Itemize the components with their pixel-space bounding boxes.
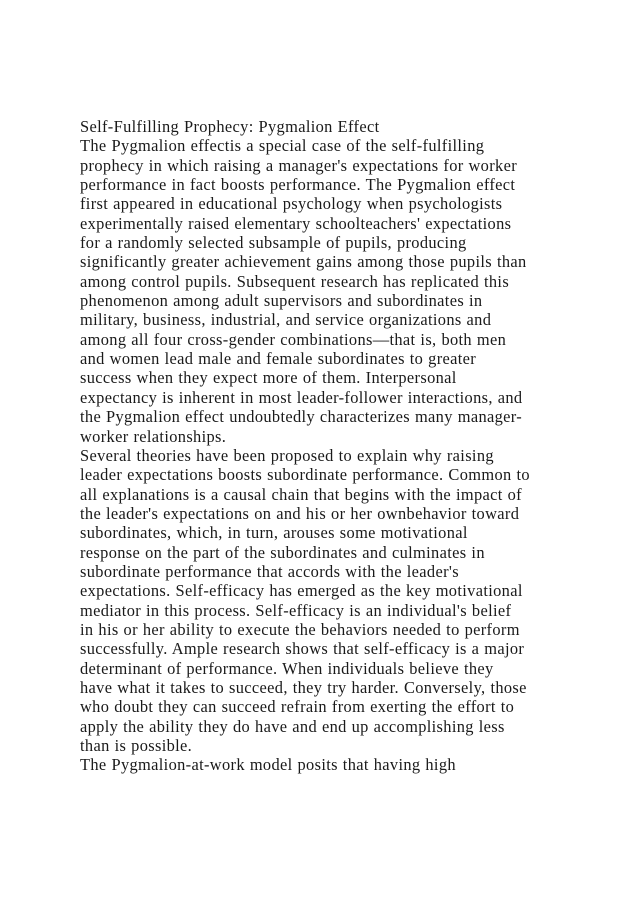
document-title: Self-Fulfilling Prophecy: Pygmalion Effect [80,117,380,136]
text-line: leader expectations boosts subordinate performance. Common to [80,465,530,485]
text-line: first appeared in educational psychology when psychologists [80,194,503,214]
text-line: Several theories have been proposed to explain why raising [80,445,494,465]
text-line: for a randomly selected subsample of pupils, producing [80,233,467,253]
text-line: military, business, industrial, and service organizations and [80,310,492,330]
text-line: apply the ability they do have and end up accomplishing less [80,716,505,736]
text-line: worker relationships. [80,426,227,446]
text-line: determinant of performance. When individuals believe they [80,658,494,678]
text-line: expectations. Self-efficacy has emerged as the key motivational [80,581,523,601]
text-line: in his or her ability to execute the behaviors needed to perform [80,619,520,639]
document-body [80,117,560,775]
text-line: among control pupils. Subsequent research has replicated this [80,271,510,291]
text-line: expectancy is inherent in most leader-follower interactions, and [80,387,523,407]
text-line: prophecy in which raising a manager's expectations for worker [80,155,518,175]
text-line: than is possible. [80,736,193,755]
text-line: The Pygmalion-at-work model posits that having high [80,755,456,775]
text-line: significantly greater achievement gains among those pupils than [80,252,527,272]
text-line: phenomenon among adult supervisors and subordinates in [80,291,483,311]
text-line: who doubt they can succeed refrain from exerting the effort to [80,697,515,717]
text-line: The Pygmalion effectis a special case of the self-fulfilling [80,136,485,156]
text-line: the Pygmalion effect undoubtedly characterizes many manager- [80,407,523,427]
text-line: subordinate performance that accords with the leader's [80,561,459,581]
text-line: experimentally raised elementary schoolteachers' expectations [80,213,512,233]
text-line: the leader's expectations on and his or her ownbehavior toward [80,503,520,523]
text-line: performance in fact boosts performance. The Pygmalion effect [80,175,516,195]
text-line: among all four cross-gender combinations—that is, both men [80,329,507,349]
text-line: mediator in this process. Self-efficacy is an individual's belief [80,600,512,620]
text-line: subordinates, which, in turn, arouses some motivational [80,523,468,543]
text-line: have what it takes to succeed, they try harder. Conversely, those [80,677,527,697]
text-line: successfully. Ample research shows that self-efficacy is a major [80,639,525,659]
text-line: all explanations is a causal chain that begins with the impact of [80,484,522,504]
text-line: success when they expect more of them. Interpersonal [80,368,457,388]
text-line: response on the part of the subordinates and culminates in [80,542,485,562]
text-line: and women lead male and female subordinates to greater [80,349,477,369]
